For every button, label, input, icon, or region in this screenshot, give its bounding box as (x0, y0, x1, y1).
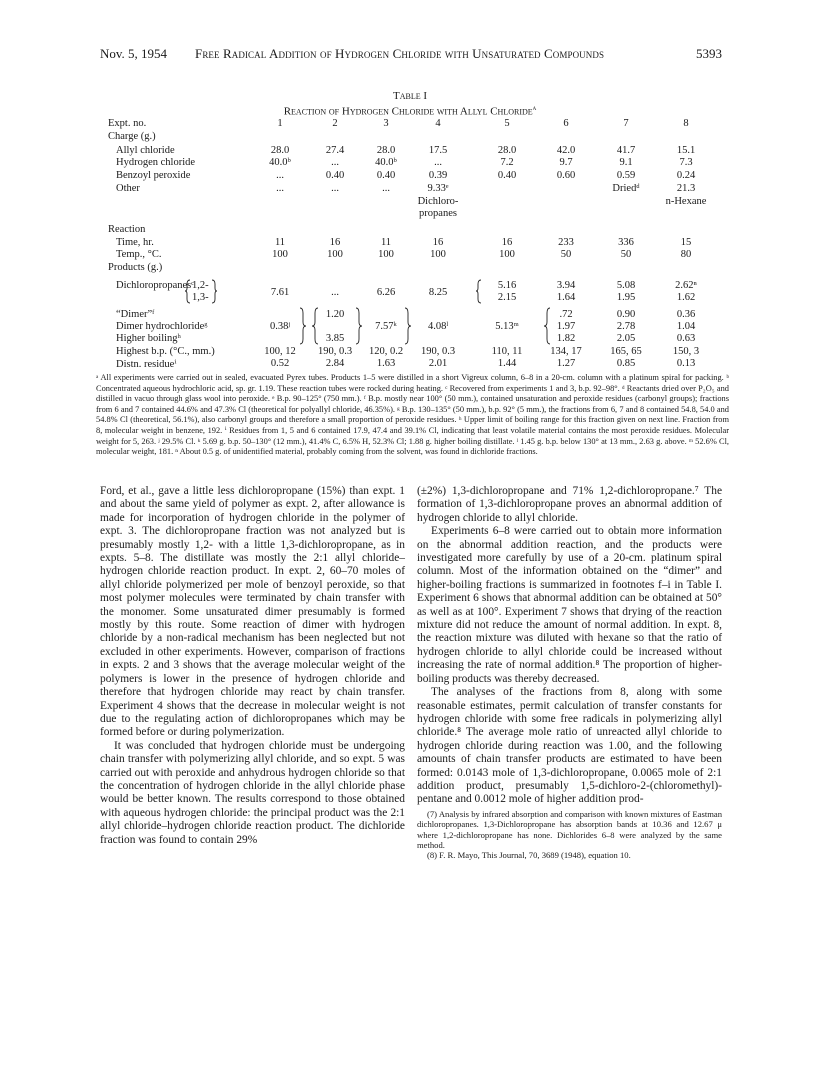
brace-icon (312, 307, 319, 346)
table-cell: 0.90 (616, 309, 636, 320)
table-cell: 16 (432, 237, 444, 248)
table-cell: 3.94 (556, 280, 576, 291)
row-label: Allyl chloride (116, 145, 175, 156)
brace-icon (405, 307, 412, 346)
table-cell: 28.0 (376, 145, 396, 156)
table-cell: 0.38ʲ (269, 321, 290, 332)
table-cell: 1.82 (556, 333, 576, 344)
reference-note: (8) F. R. Mayo, This Journal, 70, 3689 (1948), equation 10. (427, 850, 631, 861)
row-label: Dichloropropanesᶜ (116, 280, 194, 291)
reference-note: (7) Analysis by infrared absorption and comparison with known mixtures of Eastman dichloropropanes. 1,3-Dichloropropane has absorption bands at 10.36 and 12.67 μ where 1,2-dichloropropane has none. Dichlorides 6–8 were analyzed by the same method. (417, 808, 722, 850)
column-header: 3 (383, 118, 389, 129)
table-cell: 2.84 (325, 358, 345, 369)
table-cell: 0.36 (676, 309, 696, 320)
table-cell: 28.0 (497, 145, 517, 156)
table-cell: Dichloro- (417, 196, 459, 207)
table-cell: 1.44 (497, 358, 517, 369)
table-cell: 50 (560, 249, 572, 260)
table-cell: 41.7 (616, 145, 636, 156)
column-header: 1 (277, 118, 283, 129)
table-cell: 2.62ⁿ (675, 280, 697, 291)
table-cell: 190, 0.3 (317, 346, 353, 357)
table-cell: 0.24 (676, 170, 696, 181)
table-cell: 0.60 (556, 170, 576, 181)
column-header: 5 (504, 118, 510, 129)
column-header: 7 (623, 118, 629, 129)
table-cell: 8.25 (428, 287, 448, 298)
table-cell: 0.85 (616, 358, 636, 369)
table-cell: 7.61 (270, 287, 290, 298)
row-label: Expt. no. (108, 118, 147, 129)
table-cell: 150, 3 (672, 346, 700, 357)
table-cell: 42.0 (556, 145, 576, 156)
table-cell: 5.16 (497, 280, 517, 291)
table-cell: 40.0ᵇ (269, 157, 291, 168)
table-cell: 1.27 (556, 358, 576, 369)
table-title: Reaction of Hydrogen Chloride with Allyl Chloride$^a$ (283, 104, 537, 118)
table-cell: 9.33ᵉ (427, 183, 449, 194)
table-cell: 1.95 (616, 292, 636, 303)
brace-icon (185, 279, 191, 305)
row-label: Reaction (108, 224, 146, 235)
table-cell: 1.64 (556, 292, 576, 303)
data-table (0, 0, 820, 400)
table-cell: ... (434, 157, 442, 168)
row-label: Dimer hydrochlorideᵍ (116, 321, 208, 332)
table-cell: ... (331, 287, 339, 298)
table-cell: ... (276, 170, 284, 181)
table-footnotes (96, 373, 729, 458)
table-cell: 0.59 (616, 170, 636, 181)
table-cell: 7.2 (500, 157, 514, 168)
row-label: Other (116, 183, 140, 194)
table-cell: 1.97 (556, 321, 576, 332)
page-number: 5393 (696, 46, 722, 61)
table-cell: 40.0ᵇ (375, 157, 397, 168)
row-label: “Dimer”ᶠ (116, 309, 155, 320)
table-cell: 3.85 (325, 333, 345, 344)
brace-icon (356, 307, 363, 346)
table-cell: 0.40 (325, 170, 345, 181)
column-header: 4 (435, 118, 441, 129)
brace-icon (212, 279, 218, 305)
table-cell: 110, 11 (491, 346, 523, 357)
table-caption: Table I (392, 90, 428, 102)
table-cell: 11 (274, 237, 286, 248)
table-cell: 165, 65 (610, 346, 642, 357)
table-cell: 100, 12 (264, 346, 296, 357)
table-cell: 2.15 (497, 292, 517, 303)
table-cell: n-Hexane (665, 196, 707, 207)
footnote-text: ᵃ All experiments were carried out in sealed, evacuated Pyrex tubes. Products 1–5 were distilled in a short Vigreux column, 6–8 in a 20-cm. column with a platinum spiral for packing. ᵇ Concentrated aqueous hydrochloric acid, sp. gr. 1.19. These reaction tubes were rocked during heating. ᶜ Recovered from experiments 1 and 3, b.p. 92–98°. ᵈ Reactants dried over P₂O₅ and distilled in vacuo through glass wool into peroxide. ᵉ B.p. 90–125° (750 mm.). ᶠ B.p. mostly near 100° (50 mm.), contained unsaturation and peroxide residues (carbonyl groups); fractions from 6 and 7 contained 44.6% and 47.3% Cl (theoretical for polyallyl chloride, 46.35%). ᵍ B.p. 130–135° (50 mm.), b.p. 92° (5 mm.), the fractions from 6, 7 and 8 contained 54.8, 54.0 and 54.8% Cl (theoretical, 56.1%), also carbonyl groups and therefore a small proportion of peroxide residues. ʰ Upper limit of boiling range for this fraction given on next line. Fraction from 8, molecular weight in benzene, 192. ⁱ Residues from 1, 5 and 6 contained 17.9, 47.4 and 39.1% Cl, indicating that least volatile material contains the most peroxide residues. Molecular weight for 5, 263. ʲ 29.5% Cl. ᵏ 5.69 g. b.p. 50–130° (12 mm.), 41.4% C, 6.5% H, 52.3% Cl; 1.88 g. higher boiling distillate. ˡ 1.45 g. b.p. below 130° at 13 mm., 2.63 g. above. ᵐ 52.6% Cl, molecular weight, 181. ⁿ About 0.5 g. of unidentified material, probably coming from the solvent, was found in dichloride fractions. (96, 373, 729, 457)
table-cell: 0.52 (270, 358, 290, 369)
table-cell: 1.62 (676, 292, 696, 303)
table-cell: 1.63 (376, 358, 396, 369)
table-cell: 120, 0.2 (368, 346, 404, 357)
row-label: Higher boilingʰ (116, 333, 181, 344)
table-cell: 100 (272, 249, 288, 260)
table-cell: 2.05 (616, 333, 636, 344)
table-cell: Driedᵈ (612, 183, 640, 194)
right-column (417, 485, 722, 861)
table-cell: 17.5 (428, 145, 448, 156)
row-label: Charge (g.) (108, 131, 156, 142)
row-sublabel: 1,3- (192, 292, 209, 303)
table-cell: 190, 0.3 (420, 346, 456, 357)
table-cell: 100 (327, 249, 343, 260)
row-label: Products (g.) (108, 262, 163, 273)
table-cell: 2.01 (428, 358, 448, 369)
table-cell: propanes (419, 208, 457, 219)
row-label: Temp., °C. (116, 249, 162, 260)
table-cell: 1.20 (325, 309, 345, 320)
column-header: 2 (332, 118, 338, 129)
table-cell: 134, 17 (550, 346, 582, 357)
table-cell: 1.04 (676, 321, 696, 332)
brace-icon (476, 279, 482, 305)
table-cell: 16 (501, 237, 513, 248)
table-cell: 7.57ᵏ (375, 321, 397, 332)
paragraph: (±2%) 1,3-dichloropropane and 71% 1,2-dichloropropane.⁷ The formation of 1,3-dichloropropane proves an abnormal addition of hydrogen chloride to allyl chloride. (417, 485, 722, 524)
paragraph: Experiments 6–8 were carried out to obtain more information on the abnormal addition reaction, and the products were investigated more carefully by use of a 20-cm. platinum spiral column. Most of the information obtained on the “dimer” and higher-boiling fractions is summarized in footnotes f–i in Table I. Experiment 6 shows that abnormal addition can be obtained at 50° as well as at 100°. Experiment 7 shows that drying of the reaction mixture did not reduce the amount of normal addition. In expt. 8, the reaction mixture was diluted with hexane so that the ratio of hydrogen chloride to allyl chloride could be increased without increasing the rate of normal addition.⁸ The proportion of higher-boiling products was thereby decreased. (417, 525, 722, 685)
table-cell: 6.26 (376, 287, 396, 298)
table-cell: 5.08 (616, 280, 636, 291)
paragraph: The analyses of the fractions from 8, along with some reasonable estimates, permit calculation of transfer constants for hydrogen chloride with some free radicals in polymerizing allyl chloride.⁸ The average mole ratio of unreacted allyl chloride to hydrogen chloride during reaction was 1.00, and the following amounts of chain transfer products are estimated to have been formed: 0.0143 mole of 1,3-dichloropropane, 0.0065 mole of 2:1 addition product, presumably 1,5-dichloro-2-(chloromethyl)-pentane and 0.0012 mole of higher addition prod- (417, 686, 722, 806)
table-cell: 7.3 (679, 157, 693, 168)
table-cell: 0.13 (676, 358, 696, 369)
table-cell: 15.1 (676, 145, 696, 156)
header-date: Nov. 5, 1954 (100, 46, 168, 61)
row-label: Highest b.p. (°C., mm.) (116, 346, 215, 357)
table-cell: 5.13ᵐ (495, 321, 519, 332)
table-cell: 28.0 (270, 145, 290, 156)
table-cell: ... (382, 183, 390, 194)
table-cell: 4.08ˡ (427, 321, 449, 332)
reference-notes (417, 809, 722, 861)
row-label: Hydrogen chloride (116, 157, 196, 168)
row-label: Distn. residueⁱ (116, 359, 177, 370)
table-cell: 80 (680, 249, 692, 260)
table-cell: 0.39 (428, 170, 448, 181)
table-cell: ... (276, 183, 284, 194)
column-header: 6 (563, 118, 569, 129)
table-cell: 100 (378, 249, 394, 260)
table-cell: 16 (329, 237, 341, 248)
table-cell: 233 (558, 237, 574, 248)
brace-icon (544, 307, 551, 346)
table-cell: 9.7 (559, 157, 573, 168)
table-cell: 50 (620, 249, 632, 260)
table-cell: 0.40 (376, 170, 396, 181)
brace-icon (300, 307, 307, 346)
table-cell: 21.3 (676, 183, 696, 194)
table-cell: 2.78 (616, 321, 636, 332)
column-header: 8 (683, 118, 689, 129)
header-title: Free Radical Addition of Hydrogen Chloride with Unsaturated Compounds (195, 46, 605, 61)
paragraph: It was concluded that hydrogen chloride must be undergoing chain transfer with polymerizing allyl chloride, and so expt. 5 was carried out with peroxide and anhydrous hydrogen chloride so that the concentration of hydrogen chloride in the allyl chloride phase would be better known. The results correspond to those obtained with aqueous hydrogen chloride: the principal product was the 2:1 allyl chloride–hydrogen chloride reaction product. The dichloride fraction was found to contain 29% (100, 739, 405, 846)
table-cell: .72 (559, 309, 573, 320)
table-cell: 11 (380, 237, 392, 248)
table-cell: 0.40 (497, 170, 517, 181)
paragraph: Ford, et al., gave a little less dichloropropane (15%) than expt. 1 and about the same yield of polymer as expt. 2, after allowance is made for incorporation of hydrogen chloride in the polymer of expt. 3. The dichloropropane fraction was not analyzed but is presumably mostly 1,2- with a little 1,3-dichloropropane, as in expts. 5–8. The distillate was mostly the 2:1 allyl chloride–hydrogen chloride reaction product. In expt. 2, 60–70 moles of allyl chloride polymerized per mole of benzoyl peroxide, so that most polymer molecules were terminated by chain transfer with the monomer. Some unsaturated dimer presumably is formed mostly by this route. Some reaction of dimer with hydrogen chloride by a non-radical mechanism has been neglected but not excluded in other experiments. However, comparison of fractions in expts. 2 and 3 shows that the average molecular weight of the polymers is lower in the presence of hydrogen chloride and therefore that hydrogen chloride may react by chain transfer. Experiment 4 shows that the decrease in molecular weight is not due to the regulating action of dichloropropanes which may be formed before or during polymerization. (100, 485, 405, 739)
table-cell: ... (331, 157, 339, 168)
table-cell: ... (331, 183, 339, 194)
left-column (100, 485, 405, 847)
row-label: Benzoyl peroxide (116, 170, 191, 181)
table-cell: 100 (499, 249, 515, 260)
table-cell: 0.63 (676, 333, 696, 344)
row-label: Time, hr. (116, 237, 154, 248)
table-cell: 27.4 (325, 145, 345, 156)
table-cell: 15 (680, 237, 692, 248)
table-cell: 100 (430, 249, 446, 260)
table-cell: 336 (618, 237, 634, 248)
table-cell: 9.1 (619, 157, 633, 168)
row-sublabel: 1,2- (192, 280, 209, 291)
